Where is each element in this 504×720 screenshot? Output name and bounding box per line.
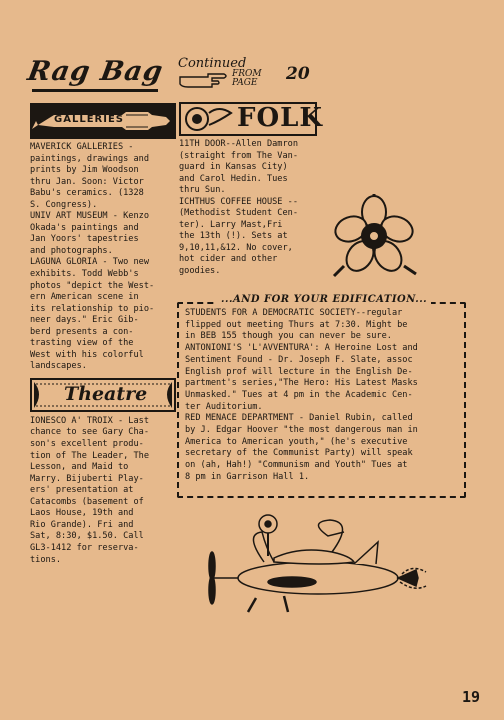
folk-listings: 11TH DOOR--Allen Damron (straight from The Van- guard in Kansas City) and Carol Hedin. Tues thru Sun. ICHTHUS COFFEE HOUSE -- (Methodist Student Cen- ter). Larry Mast,Fri the 13th (!). Sets at 9,10,11,&12. No cover, hot cider and other goodies. [179,139,298,277]
right-column [179,99,323,278]
title-underline [32,89,158,92]
continued-label: Continued [178,56,247,71]
pointing-hand-icon [178,72,230,90]
folk-label: FOLK [237,103,323,133]
edification-title: ...AND FOR YOUR EDIFICATION... [217,294,431,305]
left-column [30,103,176,566]
theatre-banner [30,378,176,412]
from-page-number: 20 [286,64,310,84]
galleries-banner [30,103,176,139]
galleries-listings: MAVERICK GALLERIES - paintings, drawings and prints by Jim Woodson thru Jan. Soon: Victor Babu's ceramics. (1328 S. Congress). UNIV ART MUSEUM - Kenzo Okada's paintings and Jan Yoors' tapestries and photographs. LAGUNA GLORIA - Two new exhibits. Todd Webb's photos "depict the West- ern American scene in its relationship to pio- neer days." Eric Gib- berd presents a con- trasting view of the West with his colorful landscapes. [30,142,155,372]
masthead [25,52,328,98]
flower-icon [328,194,420,278]
page-number: 19 [462,688,481,706]
edification-listings: STUDENTS FOR A DEMOCRATIC SOCIETY--regular flipped out meeting Thurs at 7:30. Might be in BEB 155 though you can never be sure. ANTONIONI'S 'L'AVVENTURA': A Heroine Lost and Sentiment Found - Dr. Joseph F. Slate, assoc English prof will lecture in the English De- partment's series,"The Hero: His Latest Masks Unmasked." Tues at 4 pm in the Academic Cen- ter Auditorium. RED MENACE DEPARTMENT - Daniel Rubin, called by J. Edgar Hoover "the most dangerous man in America to American youth," (he's executive secretary of the Communist Party) will speak on (ah, Hah!) "Communism and Youth" Tues at 8 pm in Garrison Hall 1. [185,308,418,482]
theatre-listings: IONESCO A' TROIX - Last chance to see Gary Cha- son's excellent produ- tion of The Leader, The Lesson, and Maid to Marry. Bijuberti Play- ers' presentation at Catacombs (basement of Laos House, 19th and Rio Grande). Fri and Sat, 8:30, $1.50. Call GL3-1412 for reserva- tions. [30,415,149,565]
galleries-label: GALLERIES [54,114,124,125]
from-page-label: FROM PAGE [232,69,262,88]
rocket-mouse-illustration [204,512,428,620]
theatre-label: Theatre [64,382,148,405]
folk-banner [179,99,323,137]
column-title: Rag Bag [25,56,166,87]
edification-box [177,292,464,495]
